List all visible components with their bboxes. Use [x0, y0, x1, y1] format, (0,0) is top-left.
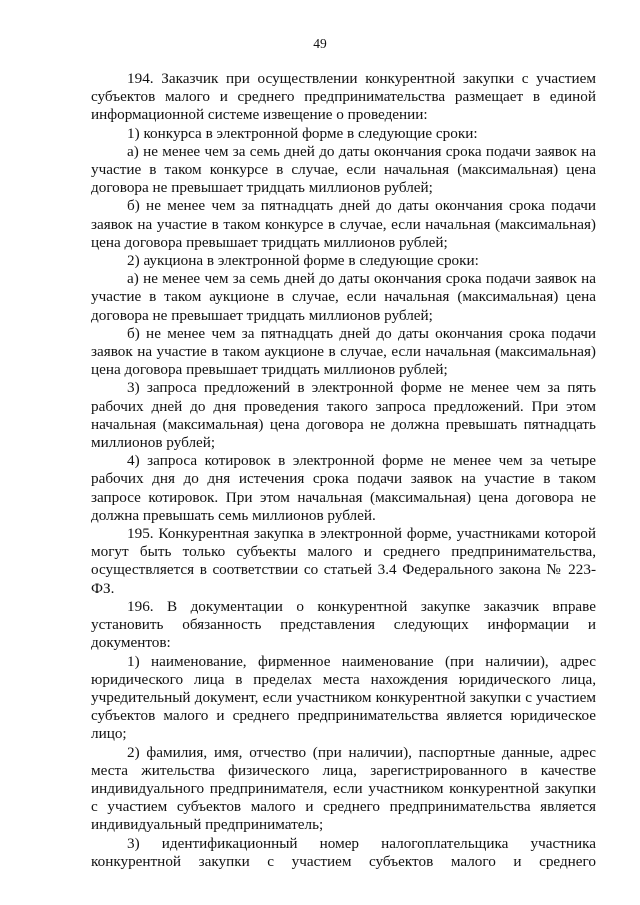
paragraph-194-item-1b: б) не менее чем за пятнадцать дней до даты окончания срока подачи заявок на участие в таком конкурсе в случае, если начальная (максимальная) цена договора превышает тридцать миллионов рублей; [91, 197, 596, 251]
paragraph-194-item-2b: б) не менее чем за пятнадцать дней до даты окончания срока подачи заявок на участие в таком аукционе в случае, если начальная (максимальная) цена договора превышает тридцать миллионов рублей; [91, 324, 596, 379]
paragraph-196-item-3: 3) идентификационный номер налогоплательщика участника конкурентной закупки с участием субъектов малого и среднего [91, 834, 596, 870]
paragraph-194-item-2a: а) не менее чем за семь дней до даты окончания срока подачи заявок на участие в таком аукционе в случае, если начальная (максимальная) цена договора не превышает тридцать миллионов рублей; [91, 270, 596, 324]
paragraph-196: 196. В документации о конкурентной закупке заказчик вправе установить обязанность представления следующих информации и документов: [91, 597, 596, 652]
paragraph-194-item-1a: а) не менее чем за семь дней до даты окончания срока подачи заявок на участие в таком конкурсе в случае, если начальная (максимальная) цена договора не превышает тридцать миллионов рублей; [91, 142, 596, 197]
paragraph-196-item-2: 2) фамилия, имя, отчество (при наличии), паспортные данные, адрес места жительства физического лица, зарегистрированного в качестве индивидуального предпринимателя, если участником конкурентной закупки с участием субъектов малого и среднего предпринимательства является индивидуальный предприниматель; [91, 743, 596, 834]
page-number: 49 [313, 36, 327, 51]
paragraph-196-item-1: 1) наименование, фирменное наименование (при наличии), адрес юридического лица в пределах места нахождения юридического лица, учредительный документ, если участником конкурентной закупки с участием субъектов малого и среднего предпринимательства является юридическое лицо; [91, 652, 596, 743]
paragraph-194-item-4: 4) запроса котировок в электронной форме не менее чем за четыре рабочих дня до дня истечения срока подачи заявок на участие в таком запросе котировок. При этом начальная (максимальная) цена договора не должна превышать семь миллионов рублей. [91, 452, 596, 524]
paragraph-194-item-1: 1) конкурса в электронной форме в следующие сроки: [127, 124, 478, 142]
paragraph-194-item-3: 3) запроса предложений в электронной форме не менее чем за пять рабочих дней до дня проведения такого запроса предложений. При этом начальная (максимальная) цена договора не должна превышать пятнадцать миллионов рублей; [91, 379, 596, 452]
paragraph-194-item-2: 2) аукциона в электронной форме в следующие сроки: [127, 252, 479, 270]
paragraph-194: 194. Заказчик при осуществлении конкурентной закупки с участием субъектов малого и среднего предпринимательства размещает в единой информационной системе извещение о проведении: [91, 70, 596, 124]
paragraph-195: 195. Конкурентная закупка в электронной форме, участниками которой могут быть только субъекты малого и среднего предпринимательства, осуществляется в соответствии со статьей 3.4 Федерального закона № 223-ФЗ. [91, 525, 596, 597]
document-body [91, 70, 596, 871]
